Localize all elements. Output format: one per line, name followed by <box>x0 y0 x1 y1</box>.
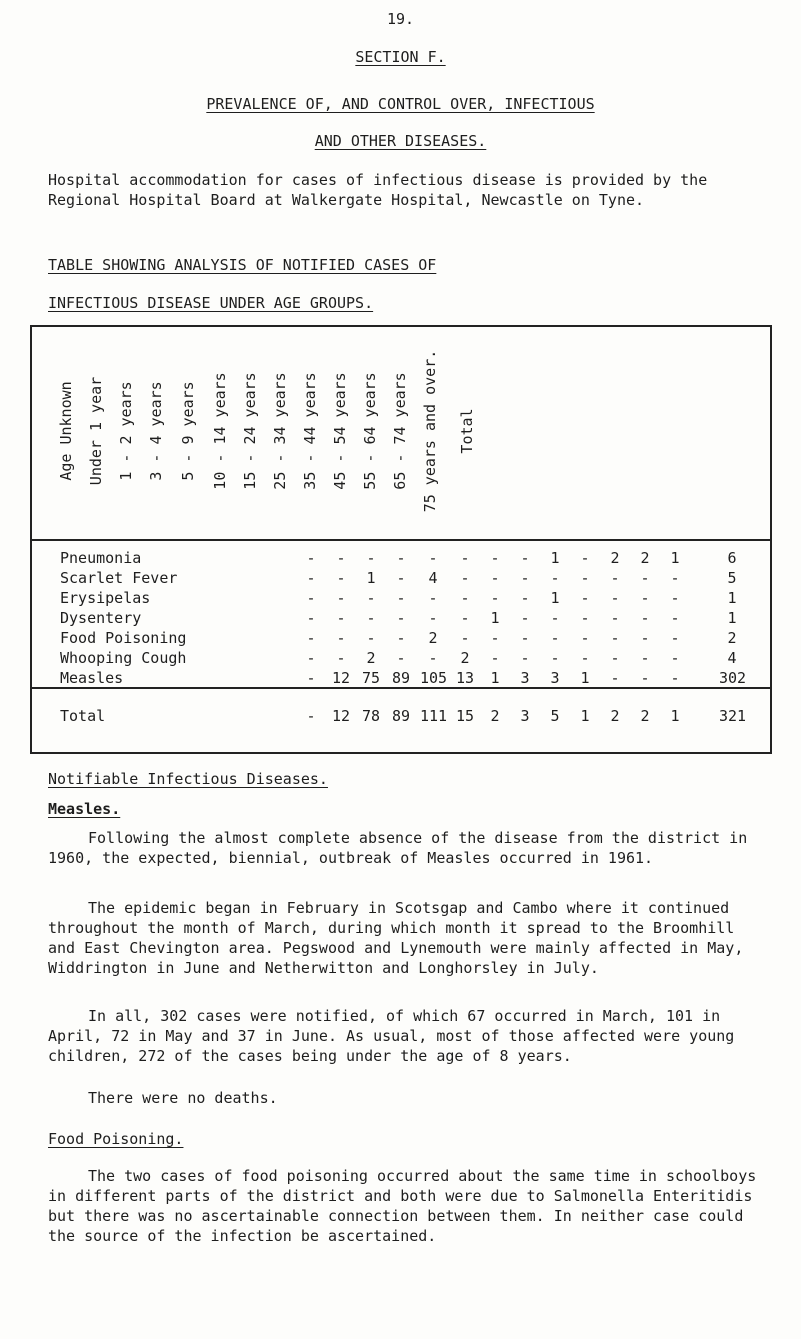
column-header <box>270 335 290 527</box>
table-row-label: Scarlet Fever <box>60 569 178 587</box>
table-row-cell: - <box>460 569 470 587</box>
column-header <box>457 335 477 527</box>
table-row-cell: 1 <box>727 589 737 607</box>
table-row-cell: - <box>580 629 590 647</box>
total-row-cell: 2 <box>640 707 650 725</box>
table-row-cell: - <box>640 629 650 647</box>
table-row-cell: - <box>610 609 620 627</box>
table-row-cell: - <box>336 629 346 647</box>
column-header-label: 65 - 74 years <box>391 372 409 490</box>
table-row-cell: 75 <box>361 669 381 687</box>
total-row-cell: 78 <box>361 707 381 725</box>
table-row-cell: - <box>396 629 406 647</box>
table-row-cell: 1 <box>550 549 560 567</box>
table-row-cell: 2 <box>428 629 438 647</box>
table-row-cell: - <box>306 649 316 667</box>
table-row-cell: - <box>336 569 346 587</box>
table-row-cell: - <box>670 609 680 627</box>
table-row-cell: - <box>336 589 346 607</box>
table-row-cell: 302 <box>719 669 747 687</box>
table-row-cell: - <box>610 669 620 687</box>
table-row-cell: - <box>306 669 316 687</box>
table-row-cell: 4 <box>428 569 438 587</box>
table-row-cell: - <box>490 629 500 647</box>
table-row-cell: - <box>520 569 530 587</box>
table-row-cell: - <box>306 569 316 587</box>
table-row-cell: - <box>366 609 376 627</box>
table-row-cell: - <box>520 609 530 627</box>
table-row-cell: - <box>336 549 346 567</box>
column-header <box>300 335 320 527</box>
column-header-label: 75 years and over. <box>421 349 439 513</box>
column-header-label: 45 - 54 years <box>331 372 349 490</box>
table-row-cell: - <box>610 649 620 667</box>
table-row-cell: - <box>366 589 376 607</box>
table-row-cell: 12 <box>331 669 351 687</box>
table-row-cell: - <box>490 649 500 667</box>
total-row-cell: 3 <box>520 707 530 725</box>
table-row-cell: 13 <box>455 669 475 687</box>
total-row-cell: 2 <box>610 707 620 725</box>
column-header <box>56 335 76 527</box>
page-number: 19. <box>386 10 415 28</box>
table-row-cell: - <box>366 549 376 567</box>
table-row-cell: - <box>580 569 590 587</box>
food-poisoning-paragraph: The two cases of food poisoning occurred about the same time in schoolboys in different parts of the district and both were due to Salmonella Enteritidis but there was no ascertainable connection between them. In neither case could the source of the infection be ascertained. <box>48 1167 757 1245</box>
total-row-cell: 1 <box>670 707 680 725</box>
table-row-cell: - <box>428 549 438 567</box>
table-row-cell: - <box>670 649 680 667</box>
table-row-cell: 1 <box>550 589 560 607</box>
column-header <box>116 335 136 527</box>
column-header <box>178 335 198 527</box>
table-row-cell: - <box>396 649 406 667</box>
food-poisoning-heading: Food Poisoning. <box>48 1130 184 1148</box>
table-row-label: Dysentery <box>60 609 142 627</box>
table-row-cell: 6 <box>727 549 737 567</box>
table-row-cell: - <box>670 669 680 687</box>
table-row-cell: - <box>610 569 620 587</box>
total-row-cell: 111 <box>420 707 448 725</box>
table-row-cell: - <box>610 589 620 607</box>
table-row-cell: - <box>520 549 530 567</box>
column-header <box>390 335 410 527</box>
table-row-cell: 1 <box>670 549 680 567</box>
column-header <box>330 335 350 527</box>
age-group-table <box>30 325 772 754</box>
column-header-label: 35 - 44 years <box>301 372 319 490</box>
column-header-label: 3 - 4 years <box>147 381 165 481</box>
table-row-cell: - <box>550 649 560 667</box>
measles-paragraph-1: Following the almost complete absence of the disease from the district in 1960, the expected, biennial, outbreak of Measles occurred in 1961. <box>48 829 748 867</box>
table-row-cell: - <box>520 629 530 647</box>
table-row-cell: - <box>670 569 680 587</box>
column-header-label: 1 - 2 years <box>117 381 135 481</box>
total-row-cell: 321 <box>719 707 747 725</box>
column-header-label: 25 - 34 years <box>271 372 289 490</box>
table-row-cell: 2 <box>460 649 470 667</box>
column-header-label: 55 - 64 years <box>361 372 379 490</box>
table-row-cell: - <box>550 629 560 647</box>
table-row-cell: - <box>460 589 470 607</box>
section-heading: SECTION F. <box>355 48 446 66</box>
total-row-cell: 12 <box>331 707 351 725</box>
intro-paragraph: Hospital accommodation for cases of infectious disease is provided by the Regional Hospital Board at Walkergate Hospital, Newcastle on Tyne. <box>48 171 708 209</box>
total-divider <box>32 687 770 689</box>
table-row-label: Pneumonia <box>60 549 142 567</box>
table-row-cell: - <box>580 589 590 607</box>
column-header-label: 15 - 24 years <box>241 372 259 490</box>
table-row-cell: - <box>670 589 680 607</box>
column-header <box>86 335 106 527</box>
table-row-cell: - <box>428 649 438 667</box>
table-row-cell: - <box>428 589 438 607</box>
table-row-cell: 2 <box>610 549 620 567</box>
measles-paragraph-3: In all, 302 cases were notified, of which 67 occurred in March, 101 in April, 72 in May and 37 in June. As usual, most of those affected were young children, 272 of the cases being under the age of 8 years. <box>48 1007 735 1065</box>
table-row-cell: 1 <box>490 609 500 627</box>
column-header-label: Age Unknown <box>57 381 75 481</box>
total-row-cell: 1 <box>580 707 590 725</box>
table-row-cell: - <box>640 609 650 627</box>
header-divider <box>32 539 770 541</box>
table-row-cell: 5 <box>727 569 737 587</box>
column-header-label: Under 1 year <box>87 376 105 486</box>
table-row-cell: 89 <box>391 669 411 687</box>
measles-paragraph-2: The epidemic began in February in Scotsgap and Cambo where it continued throughout the month of March, during which month it spread to the Broomhill and East Chevington area. Pegswood and Lynemouth were mainly affected in May, Widdrington in June and Netherwitton and Longhorsley in July. <box>48 899 744 977</box>
table-row-label: Food Poisoning <box>60 629 187 647</box>
column-header <box>210 335 230 527</box>
notifiable-heading: Notifiable Infectious Diseases. <box>48 770 328 788</box>
table-row-cell: - <box>396 569 406 587</box>
page-title-line2: AND OTHER DISEASES. <box>314 132 487 150</box>
table-row-cell: - <box>336 609 346 627</box>
table-row-cell: 1 <box>490 669 500 687</box>
table-row-cell: - <box>306 589 316 607</box>
table-row-cell: - <box>520 649 530 667</box>
table-row-cell: - <box>306 549 316 567</box>
table-row-cell: - <box>520 589 530 607</box>
table-row-cell: - <box>640 649 650 667</box>
table-row-cell: - <box>640 669 650 687</box>
column-header-label: 5 - 9 years <box>179 381 197 481</box>
table-row-cell: 1 <box>727 609 737 627</box>
table-row-cell: 1 <box>580 669 590 687</box>
total-row-cell: 2 <box>490 707 500 725</box>
table-row-label: Erysipelas <box>60 589 151 607</box>
column-header <box>420 335 440 527</box>
column-header <box>360 335 380 527</box>
table-row-cell: - <box>610 629 620 647</box>
table-row-cell: - <box>366 629 376 647</box>
table-row-cell: - <box>306 629 316 647</box>
column-header <box>240 335 260 527</box>
table-row-cell: 3 <box>520 669 530 687</box>
table-row-cell: - <box>396 589 406 607</box>
total-row-cell: - <box>306 707 316 725</box>
table-row-cell: 2 <box>640 549 650 567</box>
total-row-cell: 5 <box>550 707 560 725</box>
table-row-cell: - <box>640 589 650 607</box>
table-row-label: Measles <box>60 669 124 687</box>
table-row-cell: 3 <box>550 669 560 687</box>
page-title-line1: PREVALENCE OF, AND CONTROL OVER, INFECTIOUS <box>206 95 595 113</box>
column-header <box>146 335 166 527</box>
table-row-cell: - <box>460 629 470 647</box>
column-header-label: Total <box>458 408 476 454</box>
table-row-cell: 2 <box>366 649 376 667</box>
table-row-cell: - <box>396 549 406 567</box>
table-row-cell: 1 <box>366 569 376 587</box>
table-row-cell: - <box>670 629 680 647</box>
table-row-cell: - <box>580 649 590 667</box>
table-row-cell: 105 <box>420 669 448 687</box>
table-row-cell: - <box>336 649 346 667</box>
measles-paragraph-4: There were no deaths. <box>88 1089 278 1107</box>
total-row-cell: 89 <box>391 707 411 725</box>
table-row-cell: - <box>396 609 406 627</box>
table-row-cell: - <box>460 609 470 627</box>
table-row-cell: - <box>490 569 500 587</box>
column-header-label: 10 - 14 years <box>211 372 229 490</box>
table-row-cell: - <box>306 609 316 627</box>
table-row-cell: - <box>580 609 590 627</box>
table-row-cell: - <box>490 549 500 567</box>
table-row-cell: - <box>490 589 500 607</box>
table-row-cell: - <box>640 569 650 587</box>
table-row-cell: - <box>428 609 438 627</box>
table-row-cell: - <box>550 609 560 627</box>
total-row-cell: 15 <box>455 707 475 725</box>
total-row-label: Total <box>60 707 106 725</box>
table-row-cell: 2 <box>727 629 737 647</box>
table-title-line2: INFECTIOUS DISEASE UNDER AGE GROUPS. <box>48 294 374 312</box>
measles-heading: Measles. <box>48 800 121 818</box>
table-row-cell: 4 <box>727 649 737 667</box>
table-row-cell: - <box>580 549 590 567</box>
table-row-cell: - <box>460 549 470 567</box>
table-row-cell: - <box>550 569 560 587</box>
table-title-line1: TABLE SHOWING ANALYSIS OF NOTIFIED CASES OF <box>48 256 437 274</box>
table-row-label: Whooping Cough <box>60 649 187 667</box>
